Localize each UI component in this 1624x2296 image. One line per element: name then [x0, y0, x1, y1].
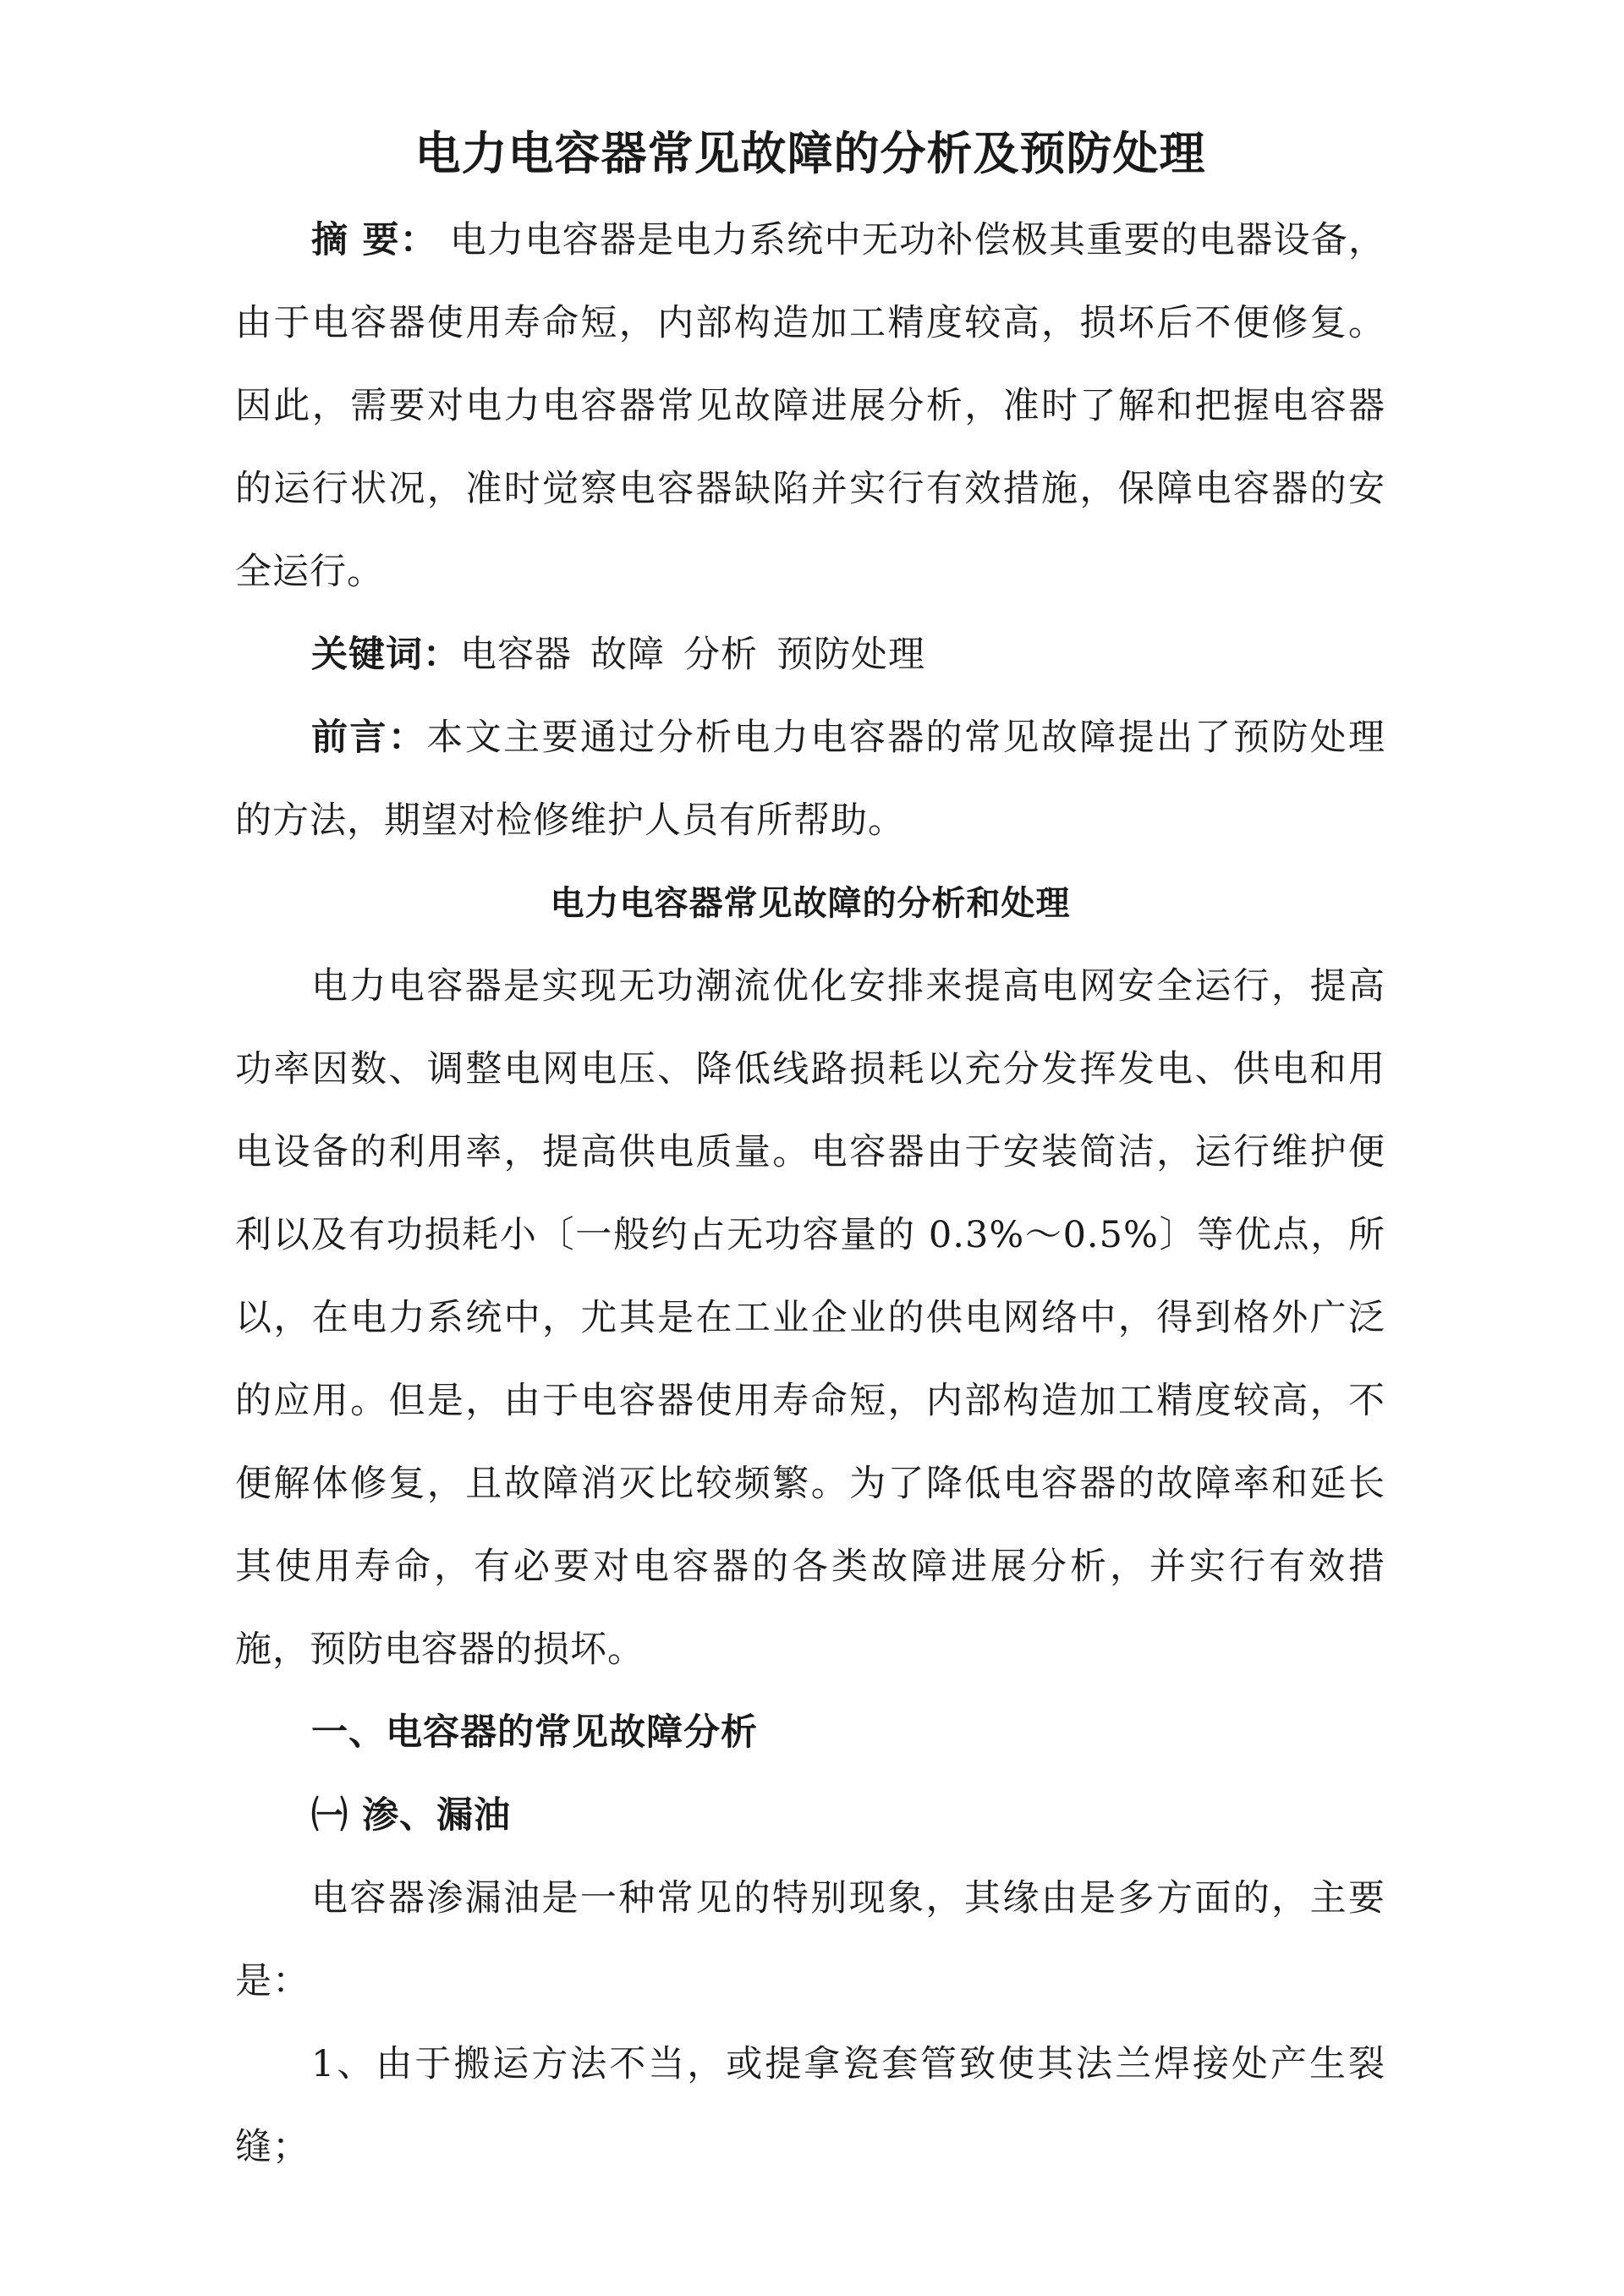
preface-paragraph: [235, 696, 1385, 862]
abstract-label: 摘 要：: [311, 219, 437, 261]
intro-paragraph: 电力电容器是实现无功潮流优化安排来提高电网安全运行，提高功率因数、调整电网电压、降低线路损耗以充分发挥发电、供电和用电设备的利用率，提高供电质量。电容器由于安装简洁，运行维护便利以及有功损耗小〔一般约占无功容量的 0.3%～0.5%〕等优点，所以，在电力系统中，尤其是在工业企业的供电网络中，得到格外广泛的应用。但是，由于电容器使用寿命短，内部构造加工精度较高，不便解体修复，且故障消灭比较频繁。为了降低电容器的故障率和延长其使用寿命，有必要对电容器的各类故障进展分析，并实行有效措施，预防电容器的损坏。: [235, 965, 1385, 1671]
keyword-item: 分析: [683, 634, 758, 676]
abstract-text: 电力电容器是电力系统中无功补偿极其重要的电器设备，由于电容器使用寿命短，内部构造加工精度较高，损坏后不便修复。因此，需要对电力电容器常见故障进展分析，准时了解和把握电容器的运行状况，准时觉察电容器缺陷并实行有效措施，保障电容器的安全运行。: [235, 219, 1385, 593]
heading-common-faults: 一、电容器的常见故障分析: [311, 1711, 758, 1754]
preface-text: 本文主要通过分析电力电容器的常见故障提出了预防处理的方法，期望对检修维护人员有所帮助。: [235, 717, 1386, 842]
keyword-item: 预防处理: [776, 634, 925, 676]
section-title: 电力电容器常见故障的分析和处理: [550, 883, 1071, 923]
leakage-paragraph: 电容器渗漏油是一种常见的特别现象，其缘由是多方面的，主要是：: [235, 1877, 1385, 2002]
keywords-label: 关键词：: [311, 634, 460, 676]
abstract-paragraph: [235, 199, 1385, 613]
heading-oil-leakage: ㈠ 渗、漏油: [311, 1794, 511, 1837]
document-title: 电力电容器常见故障的分析及预防处理: [414, 126, 1206, 180]
keywords-paragraph: [235, 613, 1385, 696]
document-body: [235, 123, 1385, 2189]
preface-label: 前言：: [311, 717, 427, 759]
leakage-item-1: 1、由于搬运方法不当，或提拿瓷套管致使其法兰焊接处产生裂缝；: [235, 2043, 1385, 2168]
keyword-item: 电容器: [460, 634, 572, 676]
keyword-item: 故障: [590, 634, 665, 676]
